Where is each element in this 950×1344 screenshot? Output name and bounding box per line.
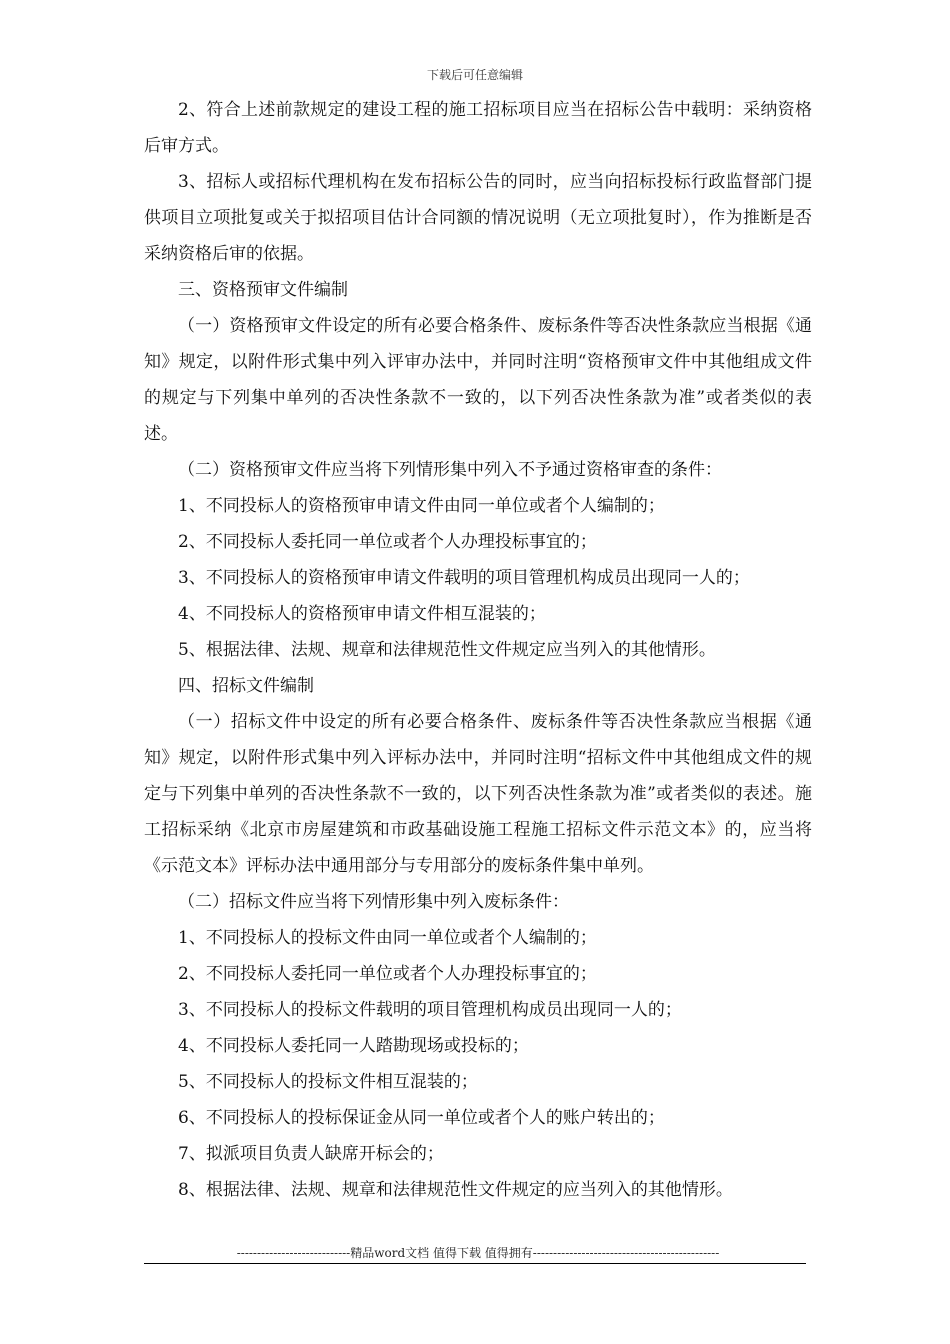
paragraph: 4、不同投标人的资格预审申请文件相互混装的； xyxy=(178,604,546,624)
paragraph: 1、不同投标人的资格预审申请文件由同一单位或者个人编制的； xyxy=(178,496,665,516)
paragraph: 4、不同投标人委托同一人踏勘现场或投标的； xyxy=(178,1036,529,1056)
paragraph: 2、不同投标人委托同一单位或者个人办理投标事宜的； xyxy=(178,964,597,984)
paragraph: 3、不同投标人的投标文件载明的项目管理机构成员出现同一人的； xyxy=(178,1000,682,1020)
page-header: 下载后可任意编辑 xyxy=(426,68,523,82)
paragraph: （一）资格预审文件设定的所有必要合格条件、废标条件等否决性条款应当根据《通知》规定，以附件形式集中列入评审办法中，并同时注明“资格预审文件中其他组成文件的规定与下列集中单列的否决性条款不一致的，以下列否决性条款为准”或者类似的表述。 xyxy=(144,316,812,444)
paragraph: 四、招标文件编制 xyxy=(178,676,314,696)
paragraph: 3、不同投标人的资格预审申请文件载明的项目管理机构成员出现同一人的； xyxy=(178,568,750,588)
footer-rule xyxy=(144,1263,806,1264)
paragraph: 2、不同投标人委托同一单位或者个人办理投标事宜的； xyxy=(178,532,597,552)
document-body xyxy=(144,92,812,1208)
paragraph: （二）资格预审文件应当将下列情形集中列入不予通过资格审查的条件： xyxy=(178,460,722,480)
page-footer: ----------------------------精品word文档 值得下载 值得拥有---------------------------------------------- xyxy=(236,1246,720,1260)
paragraph: 1、不同投标人的投标文件由同一单位或者个人编制的； xyxy=(178,928,597,948)
paragraph: （一）招标文件中设定的所有必要合格条件、废标条件等否决性条款应当根据《通知》规定，以附件形式集中列入评标办法中，并同时注明“招标文件中其他组成文件的规定与下列集中单列的否决性条款不一致的，以下列否决性条款为准”或者类似的表述。施工招标采纳《北京市房屋建筑和市政基础设施工程施工招标文件示范文本》的，应当将《示范文本》评标办法中通用部分与专用部分的废标条件集中单列。 xyxy=(144,712,812,876)
paragraph: 7、拟派项目负责人缺席开标会的； xyxy=(178,1144,444,1164)
paragraph: 三、资格预审文件编制 xyxy=(178,280,348,300)
paragraph: 5、不同投标人的投标文件相互混装的； xyxy=(178,1072,478,1092)
paragraph: （二）招标文件应当将下列情形集中列入废标条件： xyxy=(178,892,569,912)
paragraph: 2、符合上述前款规定的建设工程的施工招标项目应当在招标公告中载明：采纳资格后审方式。 xyxy=(144,100,812,156)
paragraph: 6、不同投标人的投标保证金从同一单位或者个人的账户转出的； xyxy=(178,1108,665,1128)
paragraph: 5、根据法律、法规、规章和法律规范性文件规定应当列入的其他情形。 xyxy=(178,640,716,660)
paragraph: 8、根据法律、法规、规章和法律规范性文件规定的应当列入的其他情形。 xyxy=(178,1180,733,1200)
paragraph: 3、招标人或招标代理机构在发布招标公告的同时，应当向招标投标行政监督部门提供项目立项批复或关于拟招项目估计合同额的情况说明（无立项批复时），作为推断是否采纳资格后审的依据。 xyxy=(144,172,812,264)
